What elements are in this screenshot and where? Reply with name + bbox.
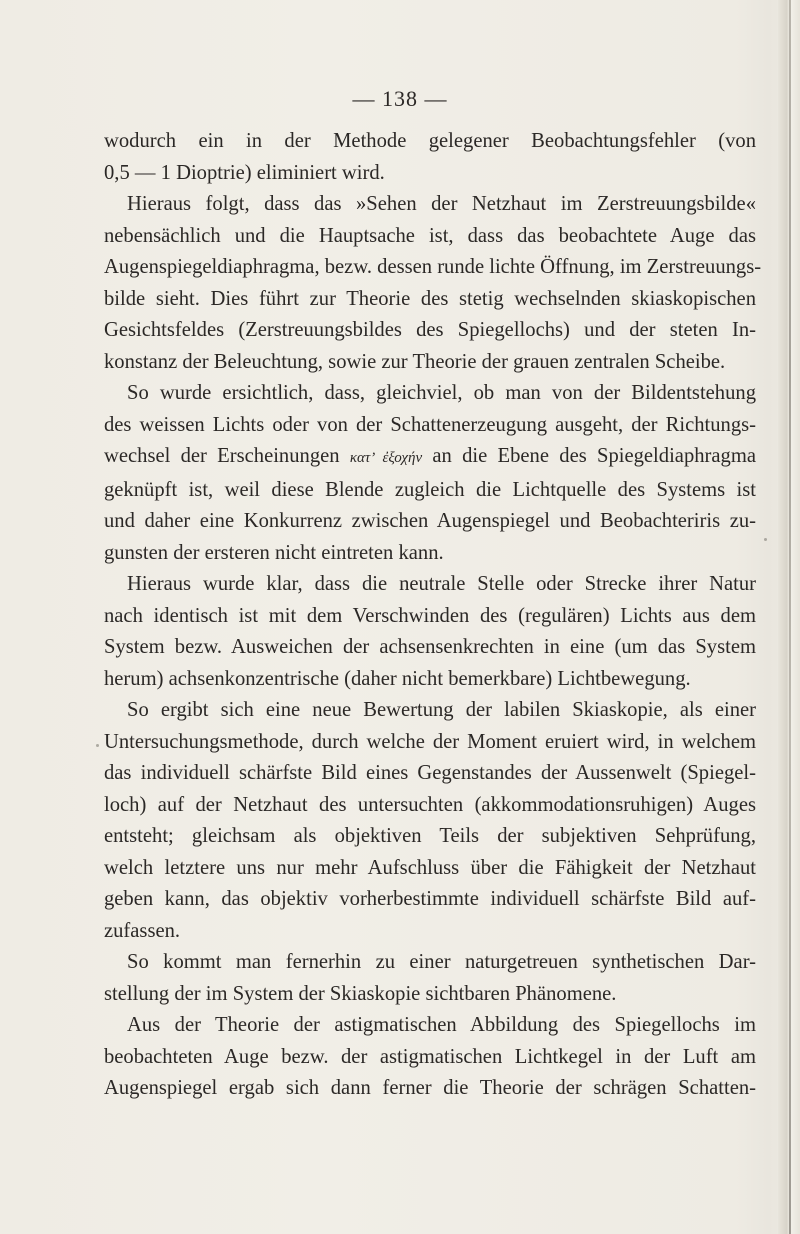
text-line: und daher eine Konkurrenz zwischen Augenspiegel und Beobachteriris zu- [104,510,756,532]
text-line: beobachteten Auge bezw. der astigmatischen Lichtkegel in der Luft am [104,1045,756,1068]
paper-speck [96,744,99,747]
text-line: zufassen. [104,919,181,942]
text-line: nach identisch ist mit dem Verschwinden des (regulären) Lichts aus dem [104,604,756,627]
text-line: loch) auf der Netzhaut des untersuchten (akkommodationsruhigen) Auges [104,793,756,816]
text-fragment: an die Ebene des Spiegeldiaphragma [432,445,756,467]
text-line: Hieraus folgt, dass das »Sehen der Netzhaut im Zerstreuungsbilde« [127,193,756,215]
text-line: herum) achsenkonzentrische (daher nicht bemerkbare) Lichtbewegung. [104,667,691,690]
text-line: geben kann, das objektiv vorherbestimmte individuell schärfste Bild auf- [104,888,756,910]
text-line: 0,5 — 1 Dioptrie) eliminiert wird. [104,161,385,184]
text-line: wodurch ein in der Methode gelegener Beobachtungsfehler (von [104,130,756,152]
text-line: Augenspiegeldiaphragma, bezw. dessen runde lichte Öffnung, im Zerstreuungs- [104,256,762,278]
text-line: des weissen Lichts oder von der Schattenerzeugung ausgeht, der Richtungs- [104,413,756,436]
text-line: So kommt man fernerhin zu einer naturgetreuen synthetischen Dar- [127,951,756,973]
text-line: So wurde ersichtlich, dass, gleichviel, ob man von der Bildentstehung [127,382,756,404]
text-line: Aus der Theorie der astigmatischen Abbildung des Spiegellochs im [127,1014,756,1036]
paper-speck [764,538,767,541]
text-line: nebensächlich und die Hauptsache ist, dass das beobachtete Auge das [104,224,756,247]
text-line: System bezw. Ausweichen der achsensenkrechten in eine (um das System [104,636,756,658]
text-line: konstanz der Beleuchtung, sowie zur Theorie der grauen zentralen Scheibe. [104,350,726,373]
text-line: welch letztere uns nur mehr Aufschluss über die Fähigkeit der Netzhaut [104,856,756,879]
text-line-with-greek [104,441,756,475]
text-line: Untersuchungsmethode, durch welche der Moment eruiert wird, in welchem [104,730,756,753]
body-text [104,126,762,1105]
text-line: geknüpft ist, weil diese Blende zugleich die Lichtquelle des Systems ist [104,478,756,501]
greek-phrase: κατ’ ἐξοχήν [349,450,423,466]
text-line: gunsten der ersteren nicht eintreten kann. [104,541,444,564]
text-line: stellung der im System der Skiaskopie sichtbaren Phänomene. [104,982,617,1005]
text-line: Hieraus wurde klar, dass die neutrale Stelle oder Strecke ihrer Natur [127,573,756,595]
text-line: das individuell schärfste Bild eines Gegenstandes der Aussenwelt (Spiegel- [104,762,756,784]
binding-shadow [789,0,791,1234]
text-line: Augenspiegel ergab sich dann ferner die Theorie der schrägen Schatten- [104,1077,756,1099]
text-line: entsteht; gleichsam als objektiven Teils der subjektiven Sehprüfung, [104,825,756,847]
text-line: Gesichtsfeldes (Zerstreuungsbildes des Spiegellochs) und der steten In- [104,319,756,341]
text-line: So ergibt sich eine neue Bewertung der labilen Skiaskopie, als einer [127,699,756,721]
page-number-header: — 138 — [352,86,448,111]
text-fragment: wechsel der Erscheinungen [104,445,340,467]
text-line: bilde sieht. Dies führt zur Theorie des stetig wechselnden skiaskopischen [104,287,756,310]
